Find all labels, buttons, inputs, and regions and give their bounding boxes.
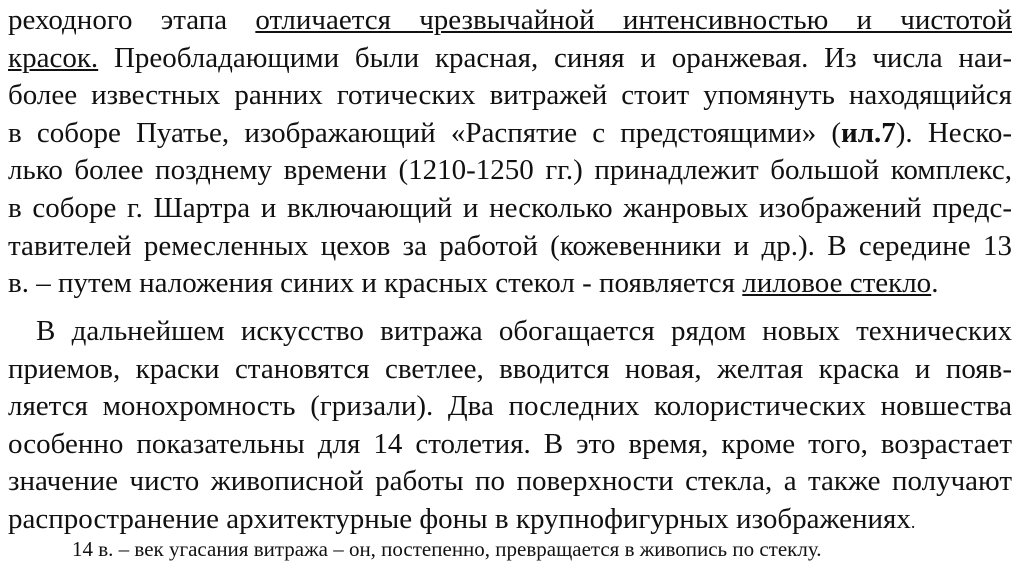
paragraph-stained-glass-later	[8, 313, 1012, 539]
text-fragment: в соборе Пуатье, изображающий «Распятие с предстоящими» (	[8, 116, 842, 149]
text-line	[8, 265, 1012, 303]
underlined-text: отличается чрезвычайной интенсивностью и чистотой	[255, 4, 1012, 36]
paragraph-stained-glass-gothic	[8, 2, 1012, 303]
underlined-text: красок.	[8, 41, 99, 74]
text-line: более известных ранних готических витражей стоит упомянуть находящийся	[8, 79, 1012, 112]
text-line: значение чисто живописной работы по поверхности стекла, а также получают	[8, 465, 1012, 498]
text-fragment: ). Неско-	[895, 116, 1012, 149]
text-fragment: в. – путем наложения синих и красных стекол - появляется	[8, 267, 743, 300]
text-line	[8, 40, 1012, 78]
text-fragment: реходного этапа	[8, 4, 256, 36]
text-line: В дальнейшем искусство витража обогащается рядом новых технических	[36, 315, 1012, 347]
text-fragment: .	[910, 511, 916, 532]
text-line: в соборе г. Шартра и включающий и несколько жанровых изображений предс-	[8, 191, 1012, 224]
text-fragment: Преобладающими были красная, синяя и оранжевая. Из числа наи-	[98, 41, 1012, 74]
illustration-reference: ил.7	[841, 116, 896, 149]
text-line	[8, 115, 1012, 153]
underlined-text: лиловое стекло	[742, 267, 932, 300]
text-line: лько более позднему времени (1210-1250 гг.) принадлежит большой комплекс,	[8, 154, 1012, 187]
text-line: приемов, краски становятся светлее, вводится новая, желтая краска и появ-	[8, 352, 1012, 385]
text-line: ляется монохромность (гризали). Два последних колористических новшества	[8, 390, 1012, 423]
text-fragment: .	[931, 267, 939, 300]
text-fragment: распространение архитектурные фоны в крупнофигурных изображениях	[8, 502, 911, 535]
text-line	[8, 2, 1012, 40]
footnote: 14 в. – век угасания витража – он, постепенно, превращается в живопись по стеклу.	[72, 537, 822, 561]
text-line: тавителей ремесленных цехов за работой (кожевенники и др.). В середине 13	[8, 229, 1012, 262]
text-line: особенно показательны для 14 столетия. В это время, кроме того, возрастает	[8, 427, 1012, 460]
text-line	[8, 501, 1012, 539]
